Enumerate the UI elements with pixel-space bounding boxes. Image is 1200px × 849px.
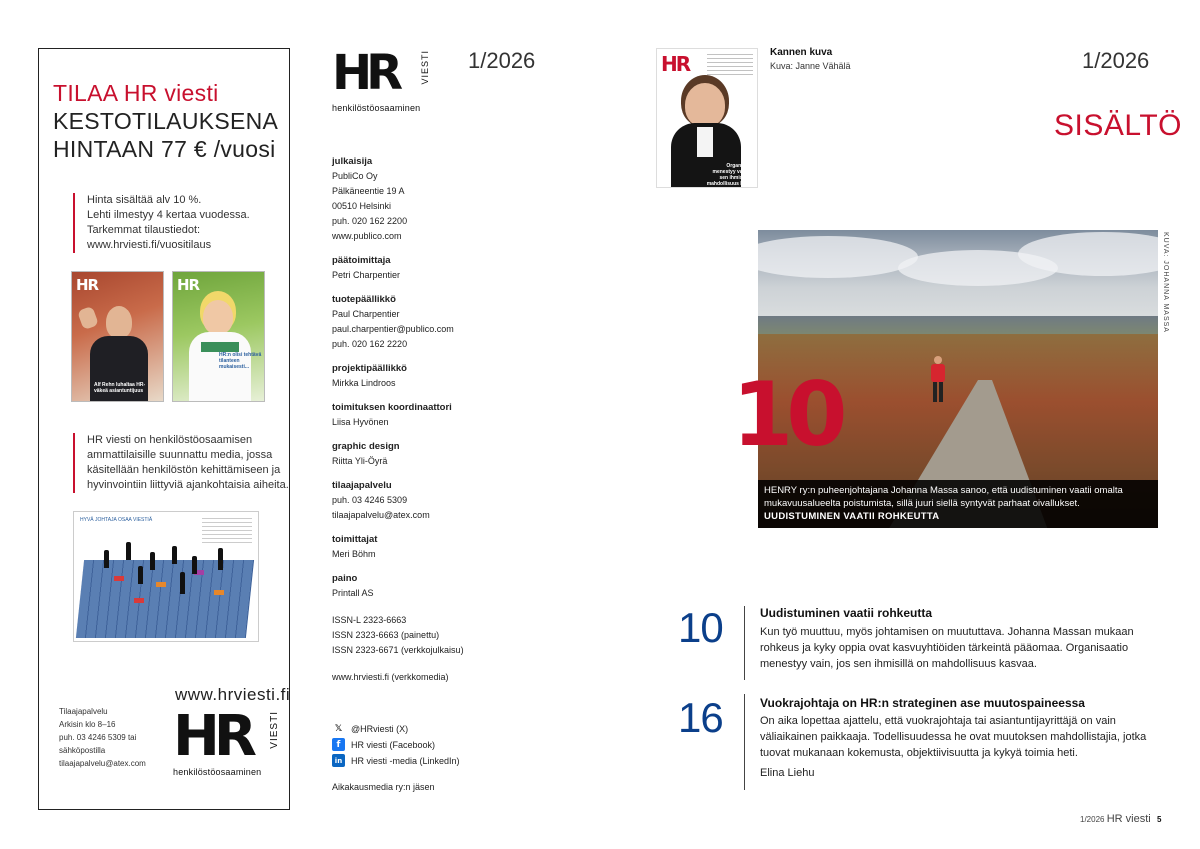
colophon-heading: tuotepäällikkö: [332, 294, 396, 305]
thumb-figure: [138, 566, 143, 584]
issn-line: ISSN-L 2323-6663: [332, 615, 407, 625]
hr-logo-subtitle: henkilöstöosaaminen: [332, 103, 421, 113]
colophon-heading: graphic design: [332, 441, 400, 452]
mini-hr-logo: HR: [76, 276, 99, 294]
issue-number-left: 1/2026: [468, 48, 536, 73]
cover-person-face: [203, 300, 233, 334]
toc-summary: On aika lopettaa ajattelu, että vuokrajohtaja tai asiantuntijayrittäjä on vain väliaikainen paikkaaja. Todellisuudessa he ovat muutoksen mahdollistajia, jotka tuovat mukanaan kokemusta, objektiivisuutta ja kykyä toimia heti.: [760, 715, 1147, 759]
toc-title[interactable]: Uudistuminen vaatii rohkeutta: [760, 606, 933, 620]
colophon-line: puh. 03 4246 5309: [332, 495, 408, 505]
colophon-line: Printall AS: [332, 588, 374, 598]
colophon-editors: [332, 532, 532, 562]
colophon-web[interactable]: www.hrviesti.fi (verkkomedia): [332, 672, 449, 682]
subscription-ad: [38, 48, 290, 810]
colophon-line: puh. 020 162 2200: [332, 216, 408, 226]
cover-caption-credit: Kuva: Janne Vähälä: [770, 61, 851, 71]
hr-logo-viesti: VIESTI: [420, 50, 430, 85]
photo-credit: KUVA: JOHANNA MASSA: [1162, 232, 1169, 333]
cover-caption: Alf Rehn luhaltaa HR-väkeä asiantuntijuus: [94, 382, 146, 394]
ad-note-line: käsitellään henkilöstön kehittämiseen ja: [87, 464, 281, 476]
cover-person-face: [685, 83, 725, 127]
colophon-publisher: [332, 154, 532, 244]
hr-logo-mark: HR: [332, 45, 398, 101]
colophon-heading: tilaajapalvelu: [332, 480, 392, 491]
colophon-hr-logo: [332, 45, 442, 113]
contact-line: Arkisin klo 8–16: [59, 720, 116, 729]
colophon-email[interactable]: paul.charpentier@publico.com: [332, 324, 454, 334]
contact-email[interactable]: tilaajapalvelu@atex.com: [59, 759, 146, 768]
colophon-graphic-design: [332, 439, 532, 469]
page-footer: [1080, 813, 1161, 825]
colophon-subscriber-service: [332, 478, 532, 523]
sample-cover-1: [71, 271, 164, 402]
ad-note-line: HR viesti on henkilöstöosaamisen: [87, 434, 253, 446]
colophon-line: Petri Charpentier: [332, 270, 401, 280]
cover-person-shirt: [697, 127, 713, 157]
photo-caption-text: HENRY ry:n puheenjohtajana Johanna Massa sanoo, että uudistuminen vaatii omalta mukavuusalueelta poistumista, sillä juuri siellä syntyvät parhaat oivallukset.: [764, 485, 1123, 509]
colophon-line: PubliCo Oy: [332, 171, 378, 181]
contents-title: SISÄLTÖ: [1054, 109, 1182, 142]
colophon-coordinator: [332, 400, 532, 430]
thumb-grid-floor: [76, 560, 254, 638]
ad-contact: [59, 705, 146, 770]
feature-page-number: 10: [732, 363, 841, 466]
toc-divider: [744, 694, 745, 790]
ad-note-line: hyvinvointiin liittyviä ajankohtaisia aiheita.: [87, 479, 289, 491]
cover-caption: HR:n olisi tehtävä tilanteen mukaisesti...: [219, 352, 262, 370]
hiker-head: [934, 356, 942, 364]
cover-person-face: [106, 306, 132, 338]
colophon-email[interactable]: tilaajapalvelu@atex.com: [332, 510, 430, 520]
ad-headline-line2: KESTOTILAUKSENA: [53, 108, 279, 134]
thumb-tile: [114, 576, 124, 581]
colophon-line: Riitta Yli-Öyrä: [332, 456, 388, 466]
cover-person-scarf: [201, 342, 239, 352]
social-label: @HRviesti (X): [351, 723, 409, 734]
ad-note-line: ammattilaisille suunnattu media, jossa: [87, 449, 273, 461]
footer-issue: 1/2026: [1080, 815, 1105, 824]
colophon-line: Paul Charpentier: [332, 309, 400, 319]
x-icon: 𝕏: [334, 723, 343, 734]
colophon-heading: paino: [332, 573, 358, 584]
thumb-tile: [134, 598, 144, 603]
colophon-product-manager: [332, 292, 532, 352]
ad-note-line: Tarkemmat tilaustiedot:: [87, 224, 201, 236]
colophon: [332, 154, 532, 694]
social-facebook[interactable]: [332, 738, 435, 751]
colophon-heading: projektipäällikkö: [332, 363, 407, 374]
ad-price-note: [73, 193, 250, 253]
sample-cover-2: [172, 271, 265, 402]
social-label: HR viesti -media (LinkedIn): [351, 755, 460, 766]
footer-page-number: 5: [1156, 815, 1162, 824]
hiker-leg: [933, 382, 937, 402]
toc-summary: Kun työ muuttuu, myös johtamisen on muututtava. Johanna Massan mukaan rohkeus ja kyky oppia ovat kasvuyhtiöiden tärkeintä pääomaa. Organisaatio menestyy vain, jos sen ihmisillä on mahdollisuus kasvaa.: [760, 626, 1134, 670]
colophon-line: Mirkka Lindroos: [332, 378, 396, 388]
colophon-link[interactable]: www.publico.com: [332, 231, 402, 241]
colophon-project-manager: [332, 361, 532, 391]
ad-headline-line3: HINTAAN 77 € /vuosi: [53, 136, 276, 162]
cover-blurb: Organisaatio menestyy vain, jos sen ihmisillä on mahdollisuus kasvaa: [706, 163, 757, 187]
issue-number-right: 1/2026: [1082, 48, 1150, 73]
colophon-line: Liisa Hyvönen: [332, 417, 389, 427]
colophon-line: puh. 020 162 2220: [332, 339, 408, 349]
ad-note-line: Hinta sisältää alv 10 %.: [87, 194, 202, 206]
thumb-figure: [126, 542, 131, 560]
toc-number: 10: [678, 604, 723, 651]
linkedin-icon: in: [332, 754, 345, 767]
colophon-line: Meri Böhm: [332, 549, 376, 559]
toc-author: Elina Liehu: [760, 767, 815, 779]
toc-divider: [744, 606, 745, 680]
issn-line: ISSN 2323-6663 (painettu): [332, 630, 440, 640]
social-label: HR viesti (Facebook): [351, 739, 436, 750]
ad-cover-samples: [71, 271, 267, 403]
member-note: Aikakausmedia ry:n jäsen: [332, 782, 435, 792]
cover-person-hand: [77, 306, 99, 330]
colophon-heading: toimittajat: [332, 534, 378, 545]
thumb-figure: [192, 556, 197, 574]
cover-teasers: [707, 54, 753, 76]
colophon-heading: julkaisija: [332, 156, 373, 167]
issn-line: ISSN 2323-6671 (verkkojulkaisu): [332, 645, 464, 655]
facebook-icon: f: [332, 738, 345, 751]
hr-logo-mark: HR: [173, 704, 251, 769]
contact-line: puh. 03 4246 5309 tai: [59, 733, 137, 742]
social-linkedin[interactable]: [332, 754, 460, 767]
contact-line: sähköpostilla: [59, 746, 106, 755]
cover-hr-logo: HR: [661, 52, 690, 76]
colophon-heading: toimituksen koordinaattori: [332, 402, 452, 413]
cover-caption-title: Kannen kuva: [770, 47, 833, 58]
colophon-editor-in-chief: [332, 253, 532, 283]
colophon-printer: [332, 571, 532, 601]
photo-caption: [758, 480, 1158, 528]
thumb-tile: [156, 582, 166, 587]
photo-hiker: [931, 356, 945, 402]
hiker-leg: [939, 382, 943, 402]
thumb-title: HYVÄ JOHTAJA OSAA VIESTIÄ: [80, 517, 153, 523]
thumb-text-column: [202, 518, 252, 546]
ad-about-note: [73, 433, 289, 493]
ad-subscribe-link[interactable]: www.hrviesti.fi/vuositilaus: [87, 239, 212, 251]
hr-logo-subtitle: henkilöstöosaaminen: [173, 767, 262, 777]
mini-hr-logo: HR: [177, 276, 200, 294]
ad-hr-logo: [173, 704, 280, 777]
footer-brand: HR viesti: [1106, 813, 1151, 825]
hiker-jacket: [931, 364, 945, 382]
toc-number: 16: [678, 694, 723, 741]
cover-thumbnail: [656, 48, 758, 188]
colophon-line: Pälkäneentie 19 A: [332, 186, 405, 196]
contact-line: Tilaajapalvelu: [59, 707, 108, 716]
hr-logo-viesti: VIESTI: [269, 711, 280, 749]
thumb-figure: [150, 552, 155, 570]
colophon-issn: [332, 613, 532, 658]
thumb-figure: [180, 572, 185, 594]
ad-article-spread: [73, 511, 259, 642]
colophon-heading: päätoimittaja: [332, 255, 391, 266]
ad-note-line: Lehti ilmestyy 4 kertaa vuodessa.: [87, 209, 250, 221]
toc-title[interactable]: Vuokrajohtaja on HR:n strateginen ase muutospaineessa: [760, 696, 1085, 710]
thumb-figure: [104, 550, 109, 568]
thumb-figure: [172, 546, 177, 564]
social-x[interactable]: [332, 722, 408, 735]
thumb-figure: [218, 548, 223, 570]
ad-headline: [53, 79, 278, 163]
photo-caption-title: UUDISTUMINEN VAATII ROHKEUTTA: [764, 511, 940, 522]
colophon-line: 00510 Helsinki: [332, 201, 392, 211]
ad-headline-red: TILAA HR viesti: [53, 80, 219, 106]
thumb-tile: [214, 590, 224, 595]
ad-website[interactable]: www.hrviesti.fi: [175, 685, 291, 704]
